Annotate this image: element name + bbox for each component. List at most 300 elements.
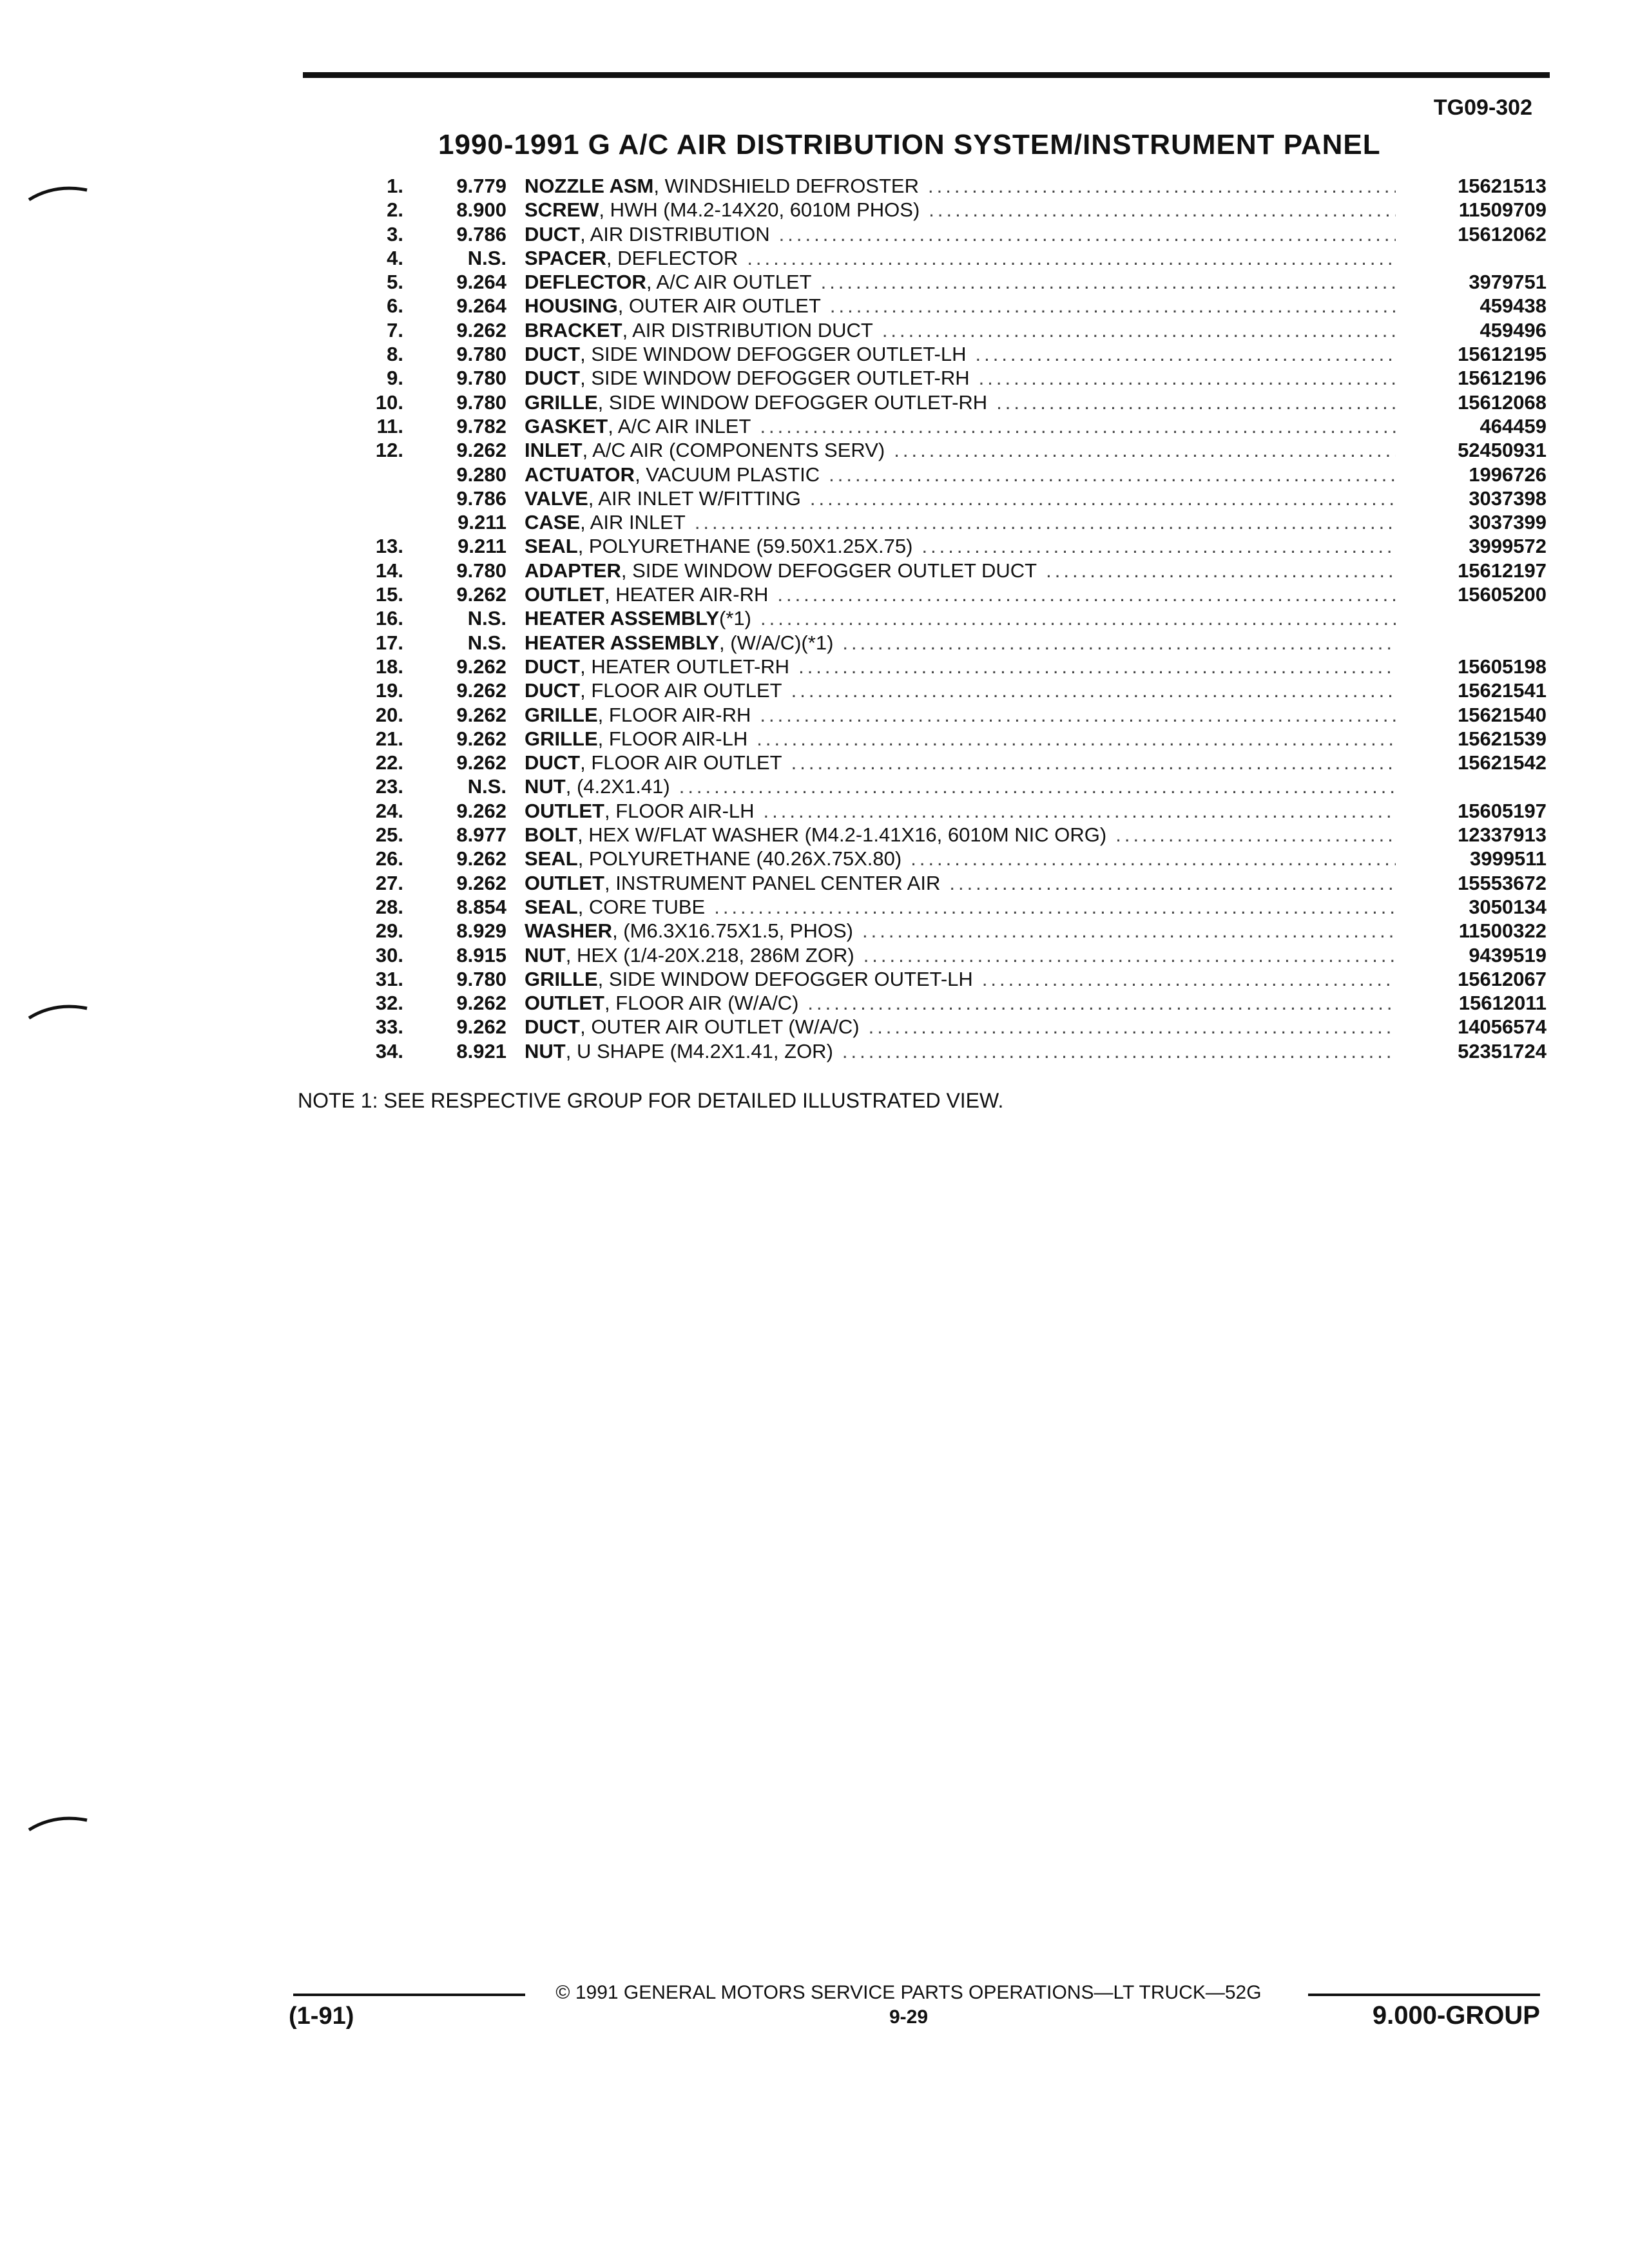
parts-row bbox=[335, 799, 1547, 823]
leader-dots bbox=[996, 390, 1396, 414]
group-label: 9.000-GROUP bbox=[1372, 2001, 1540, 2030]
group-number: 9.280 bbox=[456, 463, 506, 486]
part-detail: , HEATER OUTLET-RH bbox=[580, 655, 790, 678]
group-number: 9.786 bbox=[456, 486, 506, 510]
part-name: DUCT bbox=[525, 343, 581, 366]
part-description bbox=[506, 510, 1405, 534]
part-name: GRILLE bbox=[525, 967, 598, 990]
part-description bbox=[506, 943, 1405, 967]
leader-dots bbox=[760, 703, 1396, 727]
part-description bbox=[506, 1039, 1405, 1063]
parts-row bbox=[335, 294, 1547, 318]
item-number: 27. bbox=[375, 871, 403, 894]
part-number: 3979751 bbox=[1469, 271, 1547, 294]
group-number: 8.921 bbox=[456, 1039, 506, 1062]
parts-row bbox=[335, 438, 1547, 462]
part-number: 15612011 bbox=[1458, 992, 1547, 1015]
parts-row bbox=[335, 655, 1547, 678]
part-detail: , CORE TUBE bbox=[577, 895, 706, 918]
leader-dots bbox=[791, 751, 1396, 774]
leader-dots bbox=[830, 294, 1396, 318]
part-detail: , (4.2X1.41) bbox=[565, 775, 670, 798]
part-name: OUTLET bbox=[525, 583, 604, 606]
part-detail: , WINDSHIELD DEFROSTER bbox=[653, 175, 919, 197]
parts-row bbox=[335, 703, 1547, 727]
leader-dots bbox=[929, 198, 1396, 222]
part-description bbox=[506, 727, 1405, 751]
part-detail: , POLYURETHANE (40.26X.75X.80) bbox=[577, 847, 902, 870]
document-code: TG09-302 bbox=[1433, 95, 1532, 120]
group-number: 9.779 bbox=[456, 175, 506, 197]
leader-dots bbox=[862, 919, 1396, 943]
part-detail: , SIDE WINDOW DEFOGGER OUTET-LH bbox=[597, 967, 973, 990]
parts-row bbox=[335, 559, 1547, 582]
parts-row bbox=[335, 631, 1547, 655]
part-detail: , VACUUM PLASTIC bbox=[635, 463, 820, 486]
part-detail: , FLOOR AIR OUTLET bbox=[580, 679, 782, 702]
parts-row bbox=[335, 943, 1547, 967]
footer-rule-right bbox=[1308, 1994, 1540, 1996]
leader-dots bbox=[760, 414, 1396, 438]
part-number: 15612195 bbox=[1458, 343, 1547, 366]
part-description bbox=[506, 486, 1405, 510]
item-number: 22. bbox=[375, 751, 403, 774]
leader-dots bbox=[777, 582, 1396, 606]
part-number: 15612197 bbox=[1458, 559, 1547, 582]
top-rule bbox=[303, 72, 1550, 78]
item-number: 4. bbox=[387, 246, 403, 269]
part-description bbox=[506, 438, 1405, 462]
group-number: 9.262 bbox=[456, 799, 506, 822]
item-number: 16. bbox=[375, 607, 403, 630]
part-detail: , SIDE WINDOW DEFOGGER OUTLET-RH bbox=[597, 390, 988, 414]
part-name: DEFLECTOR bbox=[525, 271, 646, 294]
part-detail: , FLOOR AIR-LH bbox=[597, 727, 748, 750]
part-name: SCREW bbox=[525, 198, 599, 222]
item-number: 23. bbox=[375, 775, 403, 798]
part-name: DUCT bbox=[525, 679, 581, 702]
part-name: GRILLE bbox=[525, 390, 598, 414]
part-detail: , U SHAPE (M4.2X1.41, ZOR) bbox=[565, 1039, 833, 1062]
part-name: SEAL bbox=[525, 895, 578, 918]
item-number: 1. bbox=[387, 175, 403, 197]
part-number: 459438 bbox=[1480, 294, 1547, 318]
part-description bbox=[506, 774, 1405, 798]
copyright-line: © 1991 GENERAL MOTORS SERVICE PARTS OPERATIONS—LT TRUCK—52G bbox=[555, 1982, 1262, 2003]
part-description bbox=[506, 222, 1405, 246]
part-detail: , AIR INLET bbox=[580, 511, 686, 534]
part-detail: , (W/A/C)(*1) bbox=[719, 631, 834, 654]
part-name: BOLT bbox=[525, 823, 578, 847]
part-name: OUTLET bbox=[525, 799, 604, 822]
part-description bbox=[506, 751, 1405, 774]
parts-row bbox=[335, 198, 1547, 222]
part-number: 15621542 bbox=[1458, 751, 1547, 774]
group-number: 9.262 bbox=[456, 847, 506, 870]
part-number: 15605197 bbox=[1458, 799, 1547, 822]
leader-dots bbox=[982, 967, 1396, 991]
part-detail: , A/C AIR (COMPONENTS SERV) bbox=[582, 439, 885, 462]
part-detail: , SIDE WINDOW DEFOGGER OUTLET-LH bbox=[580, 343, 967, 366]
part-description bbox=[506, 847, 1405, 870]
part-detail: , FLOOR AIR-LH bbox=[604, 799, 755, 822]
part-number: 11509709 bbox=[1458, 198, 1547, 222]
part-name: CASE bbox=[525, 511, 581, 534]
group-number: 9.264 bbox=[456, 294, 506, 318]
leader-dots bbox=[714, 895, 1396, 919]
part-number: 15605200 bbox=[1458, 583, 1547, 606]
parts-row bbox=[335, 823, 1547, 847]
parts-row bbox=[335, 582, 1547, 606]
parts-row bbox=[335, 606, 1547, 630]
part-name: SPACER bbox=[525, 246, 606, 269]
part-detail: , POLYURETHANE (59.50X1.25X.75) bbox=[577, 535, 913, 558]
part-detail: , A/C AIR OUTLET bbox=[646, 271, 812, 294]
part-detail: (*1) bbox=[719, 607, 751, 630]
group-number: 9.262 bbox=[456, 703, 506, 726]
item-number: 30. bbox=[375, 943, 403, 966]
part-detail: , SIDE WINDOW DEFOGGER OUTLET-RH bbox=[580, 367, 970, 390]
part-name: GRILLE bbox=[525, 703, 598, 726]
part-description bbox=[506, 294, 1405, 318]
part-detail: , FLOOR AIR (W/A/C) bbox=[604, 992, 799, 1015]
part-description bbox=[506, 270, 1405, 294]
group-number: 9.211 bbox=[458, 511, 506, 534]
item-number: 21. bbox=[375, 727, 403, 750]
group-number: 9.780 bbox=[456, 343, 506, 366]
leader-dots bbox=[764, 799, 1396, 823]
part-number: 15621541 bbox=[1458, 679, 1547, 702]
leader-dots bbox=[757, 727, 1396, 751]
part-name: HEATER ASSEMBLY bbox=[525, 607, 720, 630]
leader-dots bbox=[949, 871, 1396, 895]
group-number: N.S. bbox=[467, 246, 506, 269]
parts-row bbox=[335, 390, 1547, 414]
parts-row bbox=[335, 678, 1547, 702]
binder-hole-mark-2 bbox=[26, 999, 90, 1024]
leader-dots bbox=[810, 486, 1396, 510]
part-detail: , FLOOR AIR OUTLET bbox=[580, 751, 782, 774]
part-name: DUCT bbox=[525, 751, 581, 774]
leader-dots bbox=[807, 991, 1396, 1015]
part-description bbox=[506, 534, 1405, 558]
item-number: 17. bbox=[375, 631, 403, 654]
parts-row bbox=[335, 991, 1547, 1015]
leader-dots bbox=[921, 534, 1396, 558]
part-description bbox=[506, 318, 1405, 342]
parts-row bbox=[335, 246, 1547, 270]
parts-row bbox=[335, 174, 1547, 198]
part-detail: , HEATER AIR-RH bbox=[604, 583, 769, 606]
group-number: 8.900 bbox=[456, 198, 506, 222]
part-detail: , HEX (1/4-20X.218, 286M ZOR) bbox=[565, 943, 854, 966]
parts-row bbox=[335, 895, 1547, 919]
part-name: NUT bbox=[525, 775, 566, 798]
parts-row bbox=[335, 342, 1547, 366]
part-description bbox=[506, 991, 1405, 1015]
part-description bbox=[506, 919, 1405, 943]
group-number: 9.262 bbox=[456, 679, 506, 702]
leader-dots bbox=[829, 463, 1396, 486]
group-number: 9.262 bbox=[456, 583, 506, 606]
part-name: WASHER bbox=[525, 919, 613, 943]
part-detail: , HWH (M4.2-14X20, 6010M PHOS) bbox=[599, 198, 920, 222]
part-number: 52450931 bbox=[1458, 439, 1547, 462]
item-number: 31. bbox=[375, 967, 403, 990]
part-description bbox=[506, 342, 1405, 366]
part-number: 3050134 bbox=[1469, 895, 1547, 918]
group-number: 9.262 bbox=[456, 727, 506, 750]
part-number: 464459 bbox=[1480, 414, 1547, 437]
part-number: 15612068 bbox=[1458, 390, 1547, 414]
item-number: 28. bbox=[375, 895, 403, 918]
leader-dots bbox=[882, 318, 1396, 342]
item-number: 8. bbox=[387, 343, 403, 366]
group-number: 9.782 bbox=[456, 414, 506, 437]
group-number: 9.262 bbox=[456, 751, 506, 774]
part-description bbox=[506, 895, 1405, 919]
item-number: 12. bbox=[375, 439, 403, 462]
parts-row bbox=[335, 534, 1547, 558]
parts-row bbox=[335, 318, 1547, 342]
part-number: 15621513 bbox=[1458, 175, 1547, 197]
parts-row bbox=[335, 751, 1547, 774]
part-number: 15612067 bbox=[1458, 967, 1547, 990]
footnote: NOTE 1: SEE RESPECTIVE GROUP FOR DETAILED ILLUSTRATED VIEW. bbox=[298, 1089, 1004, 1112]
parts-row bbox=[335, 366, 1547, 390]
leader-dots bbox=[747, 246, 1396, 270]
part-detail: , AIR INLET W/FITTING bbox=[588, 486, 801, 510]
part-name: NUT bbox=[525, 1039, 566, 1062]
item-number: 20. bbox=[375, 703, 403, 726]
leader-dots bbox=[979, 366, 1396, 390]
part-description bbox=[506, 823, 1405, 847]
part-number: 3999572 bbox=[1469, 535, 1547, 558]
item-number: 25. bbox=[375, 823, 403, 847]
item-number: 6. bbox=[387, 294, 403, 318]
part-detail: , SIDE WINDOW DEFOGGER OUTLET DUCT bbox=[621, 559, 1037, 582]
part-description bbox=[506, 606, 1405, 630]
leader-dots bbox=[1046, 559, 1396, 582]
group-number: 9.211 bbox=[458, 535, 506, 558]
part-description bbox=[506, 1015, 1405, 1039]
group-number: 9.264 bbox=[456, 271, 506, 294]
part-description bbox=[506, 655, 1405, 678]
parts-row bbox=[335, 871, 1547, 895]
part-name: DUCT bbox=[525, 222, 581, 245]
part-detail: , AIR DISTRIBUTION DUCT bbox=[622, 318, 873, 341]
leader-dots bbox=[894, 438, 1396, 462]
leader-dots bbox=[679, 774, 1396, 798]
part-number: 15553672 bbox=[1458, 871, 1547, 894]
part-detail: , OUTER AIR OUTLET bbox=[617, 294, 821, 318]
part-name: GASKET bbox=[525, 414, 608, 437]
item-number: 29. bbox=[375, 919, 403, 943]
part-name: DUCT bbox=[525, 367, 581, 390]
part-detail: , HEX W/FLAT WASHER (M4.2-1.41X16, 6010M NIC ORG) bbox=[577, 823, 1107, 847]
part-detail: , AIR DISTRIBUTION bbox=[580, 222, 770, 245]
part-name: ADAPTER bbox=[525, 559, 621, 582]
part-description bbox=[506, 463, 1405, 486]
parts-row bbox=[335, 270, 1547, 294]
group-number: 8.977 bbox=[456, 823, 506, 847]
item-number: 26. bbox=[375, 847, 403, 870]
part-number: 459496 bbox=[1480, 318, 1547, 341]
group-number: N.S. bbox=[467, 775, 506, 798]
part-number: 15612196 bbox=[1458, 367, 1547, 390]
part-name: ACTUATOR bbox=[525, 463, 635, 486]
group-number: 9.780 bbox=[456, 367, 506, 390]
parts-row bbox=[335, 774, 1547, 798]
part-name: DUCT bbox=[525, 1015, 581, 1039]
group-number: N.S. bbox=[467, 607, 506, 630]
part-description bbox=[506, 967, 1405, 991]
part-detail: , INSTRUMENT PANEL CENTER AIR bbox=[604, 871, 941, 894]
leader-dots bbox=[842, 1039, 1396, 1063]
part-name: GRILLE bbox=[525, 727, 598, 750]
part-name: NOZZLE ASM bbox=[525, 175, 654, 197]
part-name: HEATER ASSEMBLY bbox=[525, 631, 720, 654]
part-number: 3037398 bbox=[1469, 486, 1547, 510]
part-number: 52351724 bbox=[1458, 1039, 1547, 1062]
leader-dots bbox=[842, 631, 1396, 655]
leader-dots bbox=[798, 655, 1396, 678]
part-description bbox=[506, 559, 1405, 582]
item-number: 15. bbox=[375, 583, 403, 606]
part-name: NUT bbox=[525, 943, 566, 966]
leader-dots bbox=[928, 174, 1396, 198]
part-number: 12337913 bbox=[1458, 823, 1547, 847]
part-number: 15612062 bbox=[1458, 222, 1547, 245]
parts-row bbox=[335, 967, 1547, 991]
part-detail: , OUTER AIR OUTLET (W/A/C) bbox=[580, 1015, 860, 1039]
part-detail: , DEFLECTOR bbox=[606, 246, 738, 269]
item-number: 32. bbox=[375, 992, 403, 1015]
group-number: 9.780 bbox=[456, 559, 506, 582]
parts-row bbox=[335, 727, 1547, 751]
part-number: 1996726 bbox=[1469, 463, 1547, 486]
group-number: 9.262 bbox=[456, 655, 506, 678]
item-number: 34. bbox=[375, 1039, 403, 1062]
part-name: HOUSING bbox=[525, 294, 618, 318]
parts-row bbox=[335, 414, 1547, 438]
group-number: N.S. bbox=[467, 631, 506, 654]
leader-dots bbox=[863, 943, 1396, 967]
group-number: 9.262 bbox=[456, 318, 506, 341]
group-number: 9.780 bbox=[456, 390, 506, 414]
part-name: BRACKET bbox=[525, 318, 622, 341]
binder-hole-mark-3 bbox=[26, 1811, 90, 1836]
part-detail: , A/C AIR INLET bbox=[608, 414, 751, 437]
item-number: 19. bbox=[375, 679, 403, 702]
part-detail: , FLOOR AIR-RH bbox=[597, 703, 751, 726]
part-description bbox=[506, 174, 1405, 198]
parts-row bbox=[335, 510, 1547, 534]
leader-dots bbox=[869, 1015, 1396, 1039]
leader-dots bbox=[760, 606, 1396, 630]
part-number: 3037399 bbox=[1469, 511, 1547, 534]
part-description bbox=[506, 246, 1405, 270]
group-number: 9.262 bbox=[456, 1015, 506, 1039]
leader-dots bbox=[975, 342, 1396, 366]
part-number: 11500322 bbox=[1458, 919, 1547, 943]
leader-dots bbox=[1115, 823, 1396, 847]
group-number: 8.915 bbox=[456, 943, 506, 966]
parts-row bbox=[335, 919, 1547, 943]
page-number: 9-29 bbox=[889, 2006, 929, 2028]
leader-dots bbox=[791, 678, 1396, 702]
part-description bbox=[506, 414, 1405, 438]
group-number: 9.262 bbox=[456, 871, 506, 894]
parts-row bbox=[335, 463, 1547, 486]
part-number: 15621539 bbox=[1458, 727, 1547, 750]
binder-hole-mark-1 bbox=[26, 180, 90, 206]
item-number: 3. bbox=[387, 222, 403, 245]
item-number: 5. bbox=[387, 271, 403, 294]
parts-row bbox=[335, 1015, 1547, 1039]
part-name: VALVE bbox=[525, 486, 588, 510]
item-number: 9. bbox=[387, 367, 403, 390]
item-number: 13. bbox=[375, 535, 403, 558]
group-number: 9.780 bbox=[456, 967, 506, 990]
parts-row bbox=[335, 486, 1547, 510]
part-description bbox=[506, 390, 1405, 414]
leader-dots bbox=[695, 510, 1396, 534]
page-title: 1990-1991 G A/C AIR DISTRIBUTION SYSTEM/INSTRUMENT PANEL bbox=[438, 129, 1381, 160]
leader-dots bbox=[911, 847, 1396, 870]
item-number: 7. bbox=[387, 318, 403, 341]
group-number: 8.854 bbox=[456, 895, 506, 918]
leader-dots bbox=[821, 270, 1396, 294]
part-name: OUTLET bbox=[525, 871, 604, 894]
group-number: 8.929 bbox=[456, 919, 506, 943]
part-name: DUCT bbox=[525, 655, 581, 678]
group-number: 9.262 bbox=[456, 439, 506, 462]
part-name: OUTLET bbox=[525, 992, 604, 1015]
part-description bbox=[506, 871, 1405, 895]
part-number: 15605198 bbox=[1458, 655, 1547, 678]
group-number: 9.786 bbox=[456, 222, 506, 245]
part-description bbox=[506, 582, 1405, 606]
parts-row bbox=[335, 847, 1547, 870]
part-name: INLET bbox=[525, 439, 583, 462]
part-description bbox=[506, 366, 1405, 390]
part-number: 3999511 bbox=[1470, 847, 1547, 870]
date-code: (1-91) bbox=[289, 2003, 354, 2030]
item-number: 33. bbox=[375, 1015, 403, 1039]
item-number: 10. bbox=[375, 390, 403, 414]
item-number: 24. bbox=[375, 799, 403, 822]
part-number: 14056574 bbox=[1458, 1015, 1547, 1039]
parts-row bbox=[335, 1039, 1547, 1063]
part-description bbox=[506, 198, 1405, 222]
part-description bbox=[506, 678, 1405, 702]
item-number: 11. bbox=[376, 414, 403, 437]
footer-rule-left bbox=[293, 1994, 525, 1996]
item-number: 14. bbox=[375, 559, 403, 582]
part-description bbox=[506, 703, 1405, 727]
part-name: SEAL bbox=[525, 847, 578, 870]
leader-dots bbox=[779, 222, 1396, 246]
part-number: 9439519 bbox=[1469, 943, 1547, 966]
part-description bbox=[506, 631, 1405, 655]
part-detail: , (M6.3X16.75X1.5, PHOS) bbox=[612, 919, 853, 943]
group-number: 9.262 bbox=[456, 992, 506, 1015]
part-description bbox=[506, 799, 1405, 823]
part-number: 15621540 bbox=[1458, 703, 1547, 726]
item-number: 18. bbox=[375, 655, 403, 678]
parts-list bbox=[335, 174, 1547, 1063]
